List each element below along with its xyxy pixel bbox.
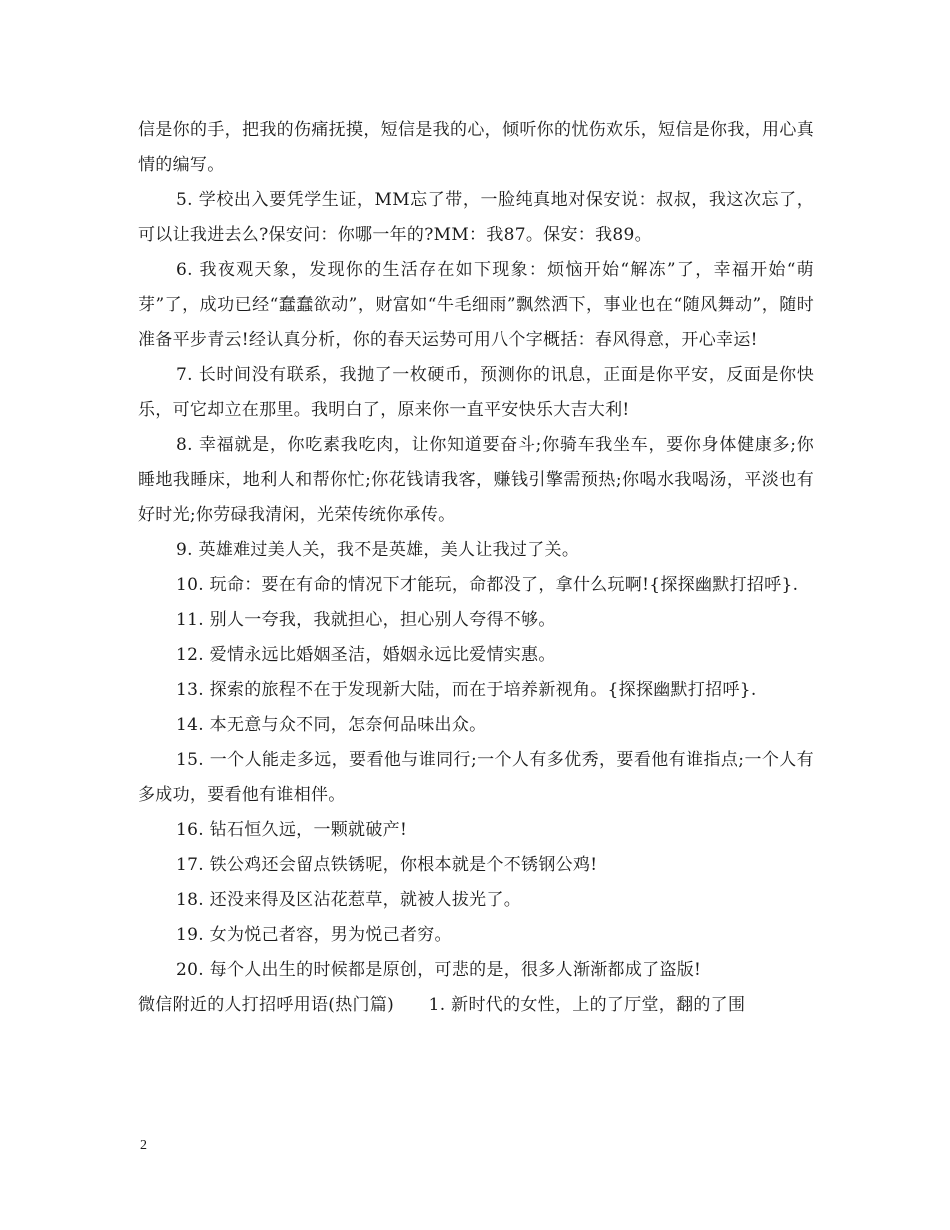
paragraph: 19. 女为悦己者容，男为悦己者穷。: [176, 925, 452, 945]
paragraph: 13. 探索的旅程不在于发现新大陆，而在于培养新视角。{探探幽默打招呼}.: [176, 680, 757, 700]
paragraph: 5. 学校出入要凭学生证，MM忘了带，一脸纯真地对保安说：叔叔，我这次忘了，可以让我进去么?保安问：你哪一年的?MM：我87。保安：我89。: [138, 190, 814, 245]
paragraph: 6. 我夜观天象，发现你的生活存在如下现象：烦恼开始“解冻”了，幸福开始“萌芽”了，成功已经“蠢蠢欲动”，财富如“牛毛细雨”飘然洒下，事业也在“随风舞动”，随时准备平步青云!经认真分析，你的春天运势可用八个字概括：春风得意，开心幸运!: [138, 260, 814, 350]
paragraph: 11. 别人一夸我，我就担心，担心别人夸得不够。: [176, 610, 556, 630]
paragraph: 14. 本无意与众不同，怎奈何品味出众。: [176, 715, 487, 735]
paragraph: 20. 每个人出生的时候都是原创，可悲的是，很多人渐渐都成了盗版!: [176, 960, 702, 980]
paragraph: 7. 长时间没有联系，我抛了一枚硬币，预测你的讯息，正面是你平安，反面是你快乐，可它却立在那里。我明白了，原来你一直平安快乐大吉大利!: [138, 365, 814, 420]
paragraph: 16. 钻石恒久远，一颗就破产!: [176, 820, 408, 840]
document-body: [138, 113, 814, 1023]
section-heading-line: 微信附近的人打招呼用语(热门篇) 1. 新时代的女性，上的了厅堂，翻的了围: [138, 995, 746, 1015]
paragraph: 9. 英雄难过美人关，我不是英雄，美人让我过了关。: [176, 540, 580, 560]
paragraph: 12. 爱情永远比婚姻圣洁，婚姻永远比爱情实惠。: [176, 645, 556, 665]
paragraph: 8. 幸福就是，你吃素我吃肉，让你知道要奋斗;你骑车我坐车，要你身体健康多;你睡地我睡床，地利人和帮你忙;你花钱请我客，赚钱引擎需预热;你喝水我喝汤，平淡也有好时光;你劳碌我清闲，光荣传统你承传。: [138, 435, 814, 525]
paragraph: 10. 玩命：要在有命的情况下才能玩，命都没了，拿什么玩啊!{探探幽默打招呼}.: [176, 575, 799, 595]
paragraph: 15. 一个人能走多远，要看他与谁同行;一个人有多优秀，要看他有谁指点;一个人有多成功，要看他有谁相伴。: [138, 750, 814, 805]
paragraph: 信是你的手，把我的伤痛抚摸，短信是我的心，倾听你的忧伤欢乐，短信是你我，用心真情的编写。: [138, 120, 814, 175]
paragraph: 17. 铁公鸡还会留点铁锈呢，你根本就是个不锈钢公鸡!: [176, 855, 598, 875]
page-number: 2: [140, 1138, 147, 1153]
paragraph: 18. 还没来得及区沾花惹草，就被人拔光了。: [176, 890, 522, 910]
